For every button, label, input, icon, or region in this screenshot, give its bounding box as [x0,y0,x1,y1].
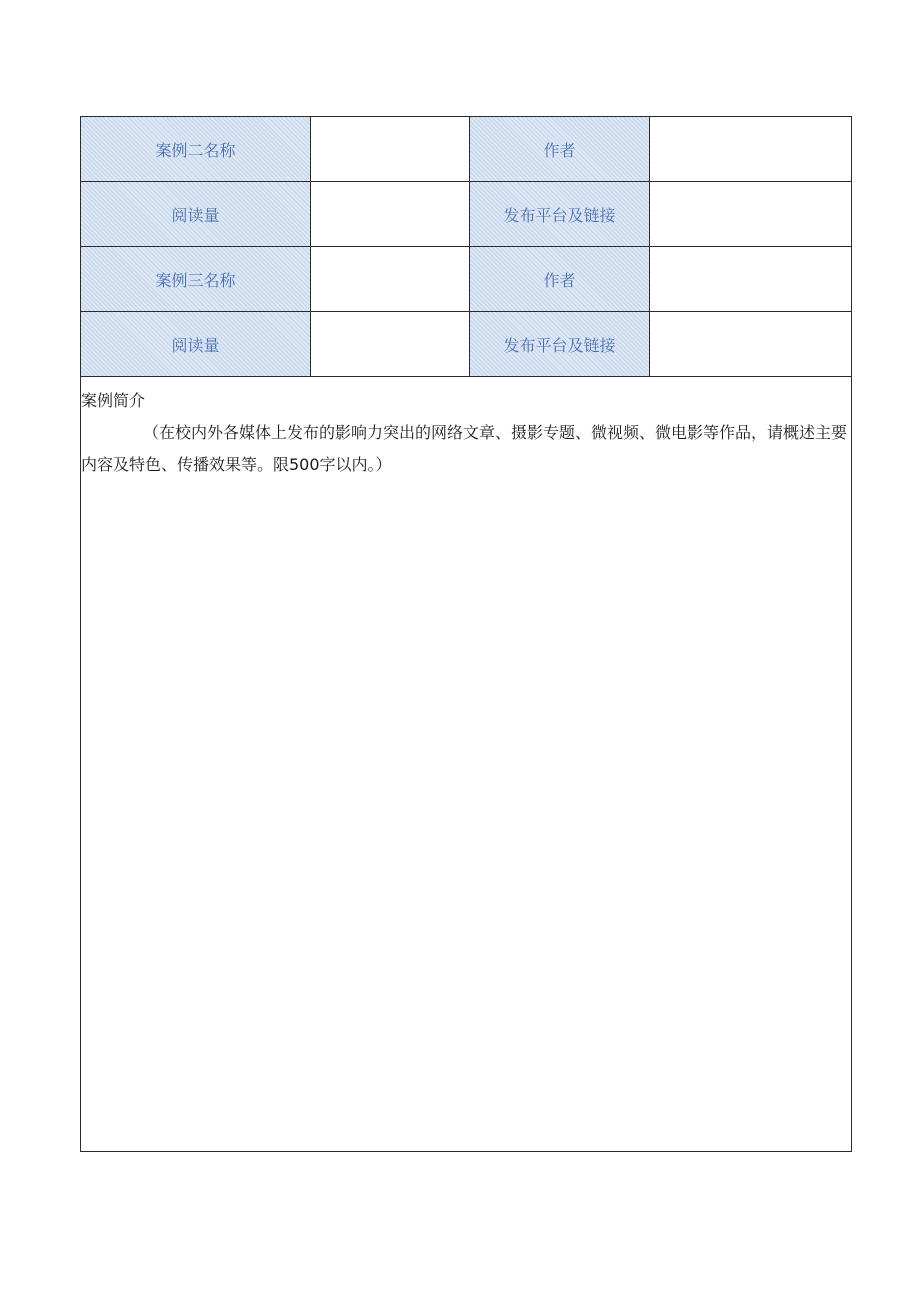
case2-author-label: 作者 [470,117,650,182]
case-summary-area[interactable] [81,377,852,1152]
case2-reads-field[interactable] [311,182,470,247]
case3-platform-field[interactable] [650,312,852,377]
summary-description: （在校内外各媒体上发布的影响力突出的网络文章、摄影专题、微视频、微电影等作品，请概述主要内容及特色、传播效果等。限500字以内。） [81,423,848,474]
case2-reads-label: 阅读量 [81,182,311,247]
table-row-summary [81,377,852,1152]
case2-name-label: 案例二名称 [81,117,311,182]
case2-platform-field[interactable] [650,182,852,247]
case2-platform-label: 发布平台及链接 [470,182,650,247]
table-row-case2-reads [81,182,852,247]
case3-author-label: 作者 [470,247,650,312]
case-info-table [80,116,852,1152]
case3-reads-field[interactable] [311,312,470,377]
case2-name-field[interactable] [311,117,470,182]
case3-author-field[interactable] [650,247,852,312]
case3-name-label: 案例三名称 [81,247,311,312]
table-row-case2-name [81,117,852,182]
case3-platform-label: 发布平台及链接 [470,312,650,377]
case3-reads-label: 阅读量 [81,312,311,377]
summary-title: 案例简介 [81,391,146,410]
table-row-case3-reads [81,312,852,377]
case2-author-field[interactable] [650,117,852,182]
table-row-case3-name [81,247,852,312]
case3-name-field[interactable] [311,247,470,312]
